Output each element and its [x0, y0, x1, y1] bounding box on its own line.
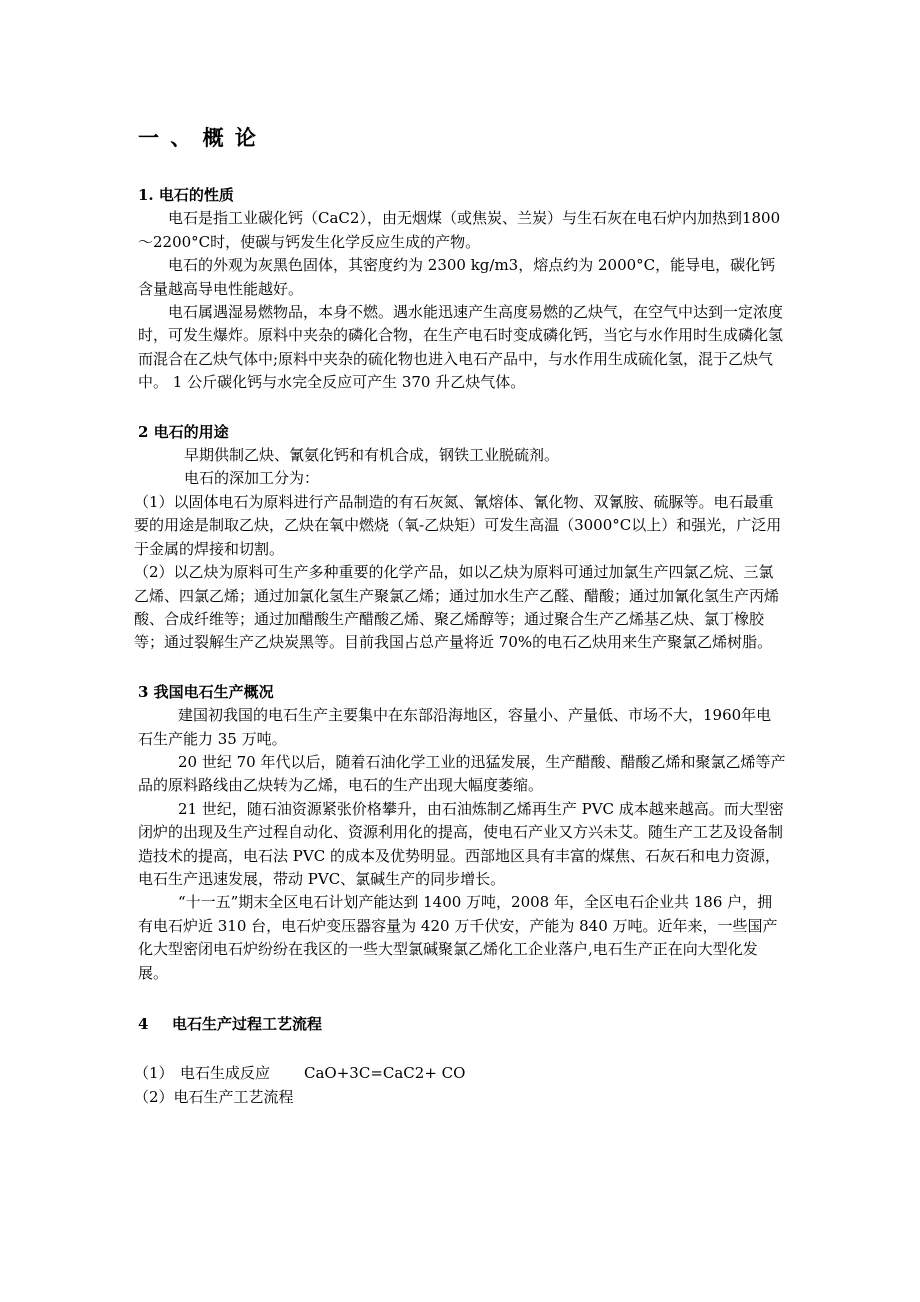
paragraph: 20 世纪 70 年代以后，随着石油化学工业的迅猛发展，生产醋酸、醋酸乙烯和聚氯乙烯等产品的原料路线由乙炔转为乙烯，电石的生产出现大幅度萎缩。	[138, 752, 786, 795]
paragraph: 早期供制乙炔、氰氨化钙和有机合成，钢铁工业脱硫剂。	[184, 446, 560, 465]
section-overview-china	[138, 681, 786, 985]
spacer	[138, 395, 786, 421]
paragraph: 电石的外观为灰黑色固体，其密度约为 2300 kg/m3，熔点约为 2000°C，能导电，碳化钙含量越高导电性能越好。	[138, 256, 776, 298]
list-item: （2）以乙炔为原料可生产多种重要的化学产品，如以乙炔为原料可通过加氯生产四氯乙烷、三氯乙烯、四氯乙烯；通过加氯化氢生产聚氯乙烯；通过加水生产乙醛、醋酸；通过加氰化氢生产丙烯酸、合成纤维等；通过加醋酸生产醋酸乙烯、聚乙烯醇等；通过聚合生产乙烯基乙炔、氯丁橡胶等；通过裂解生产乙炔炭黑等。目前我国占总产量将近 70%的电石乙炔用来生产聚氯乙烯树脂。	[134, 563, 780, 652]
section-properties	[138, 184, 786, 395]
reaction-formula: CaO+3C=CaC2+ CO	[304, 1064, 466, 1083]
process-step	[134, 1062, 786, 1085]
step-number: （1）	[134, 1064, 174, 1083]
section-heading: 3 我国电石生产概况	[138, 682, 274, 701]
section-number: 4	[138, 1015, 149, 1033]
chapter-title: 一 、 概 论	[138, 125, 258, 150]
section-uses	[134, 421, 786, 655]
paragraph: 建国初我国的电石生产主要集中在东部沿海地区，容量小、产量低、市场不大，1960年电石生产能力 35 万吨。	[138, 706, 772, 748]
paragraph: 电石是指工业碳化钙（CaC2），由无烟煤（或焦炭、兰炭）与生石灰在电石炉内加热到1800～2200°C时，使碳与钙发生化学反应生成的产物。	[138, 209, 781, 251]
step-label: 电石生成反应	[180, 1064, 271, 1083]
document-body	[134, 184, 786, 1109]
paragraph: “十一五”期末全区电石计划产能达到 1400 万吨，2008 年，全区电石企业共 186 户，拥有电石炉近 310 台，电石炉变压器容量为 420 万千伏安，产能为 840 万吨。近年来，一些国产化大型密闭电石炉纷纷在我区的一些大型氯碱聚氯乙烯化工企业落户,电石生产正在向大型化发展。	[138, 893, 778, 982]
section-heading	[138, 1013, 786, 1036]
spacer	[138, 655, 786, 681]
spacer	[138, 1036, 786, 1062]
paragraph: 21 世纪，随石油资源紧张价格攀升，由石油炼制乙烯再生产 PVC 成本越来越高。而大型密闭炉的出现及生产过程自动化、资源利用化的提高，使电石产业又方兴未艾。随生产工艺及设备制造技术的提高，电石法 PVC 的成本及优势明显。西部地区具有丰富的煤焦、石灰石和电力资源，电石生产迅速发展，带动 PVC、氯碱生产的同步增长。	[138, 799, 784, 888]
section-heading: 2 电石的用途	[138, 422, 229, 441]
section-heading: 1. 电石的性质	[138, 186, 234, 204]
section-process-flow	[134, 1013, 786, 1109]
spacer	[138, 985, 786, 1013]
paragraph: 电石属遇湿易燃物品，本身不燃。遇水能迅速产生高度易燃的乙炔气，在空气中达到一定浓度时，可发生爆炸。原料中夹杂的磷化合物，在生产电石时变成磷化钙，当它与水作用时生成磷化氢而混合在乙炔气体中;原料中夹杂的硫化物也进入电石产品中，与水作用生成硫化氢，混于乙炔气中。 1 公斤碳化钙与水完全反应可产生 370 升乙炔气体。	[138, 303, 784, 392]
section-heading-text: 电石生产过程工艺流程	[172, 1015, 323, 1033]
step-number: （2）	[134, 1087, 174, 1106]
process-step	[134, 1086, 786, 1109]
paragraph: 电石的深加工分为：	[184, 469, 320, 488]
step-label: 电石生产工艺流程	[173, 1087, 294, 1106]
list-item: （1）以固体电石为原料进行产品制造的有石灰氮、氰熔体、氰化物、双氰胺、硫脲等。电石最重要的用途是制取乙炔，乙炔在氧中燃烧（氧-乙炔矩）可发生高温（3000°C以上）和强光，广泛用于金属的焊接和切割。	[134, 492, 782, 558]
